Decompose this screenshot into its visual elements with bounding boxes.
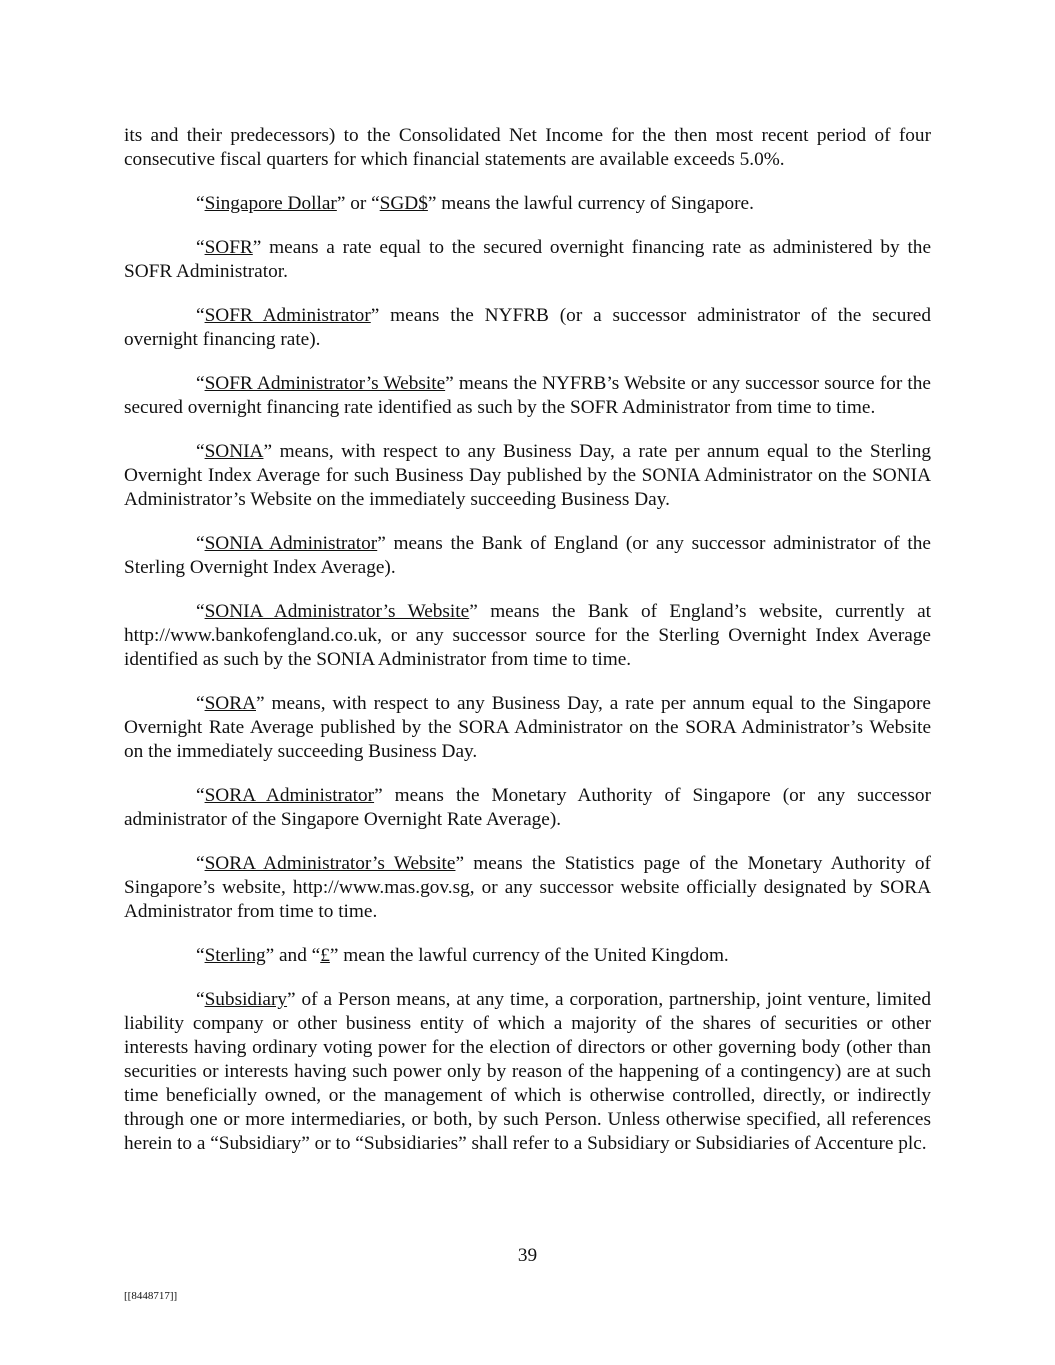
definition-paragraph: “Subsidiary” of a Person means, at any time, a corporation, partnership, joint venture, limited liability company or other business entity of which a majority of the shares of securities or other interests having ordinary voting power for the election of directors or other governing body (other than securities or interests having such power only by reason of the happening of a contingency) are at such time beneficially owned, or the management of which is otherwise controlled, directly, or indirectly through one or more intermediaries, or both, by such Person. Unless otherwise specified, all references herein to a “Subsidiary” or to “Subsidiaries” shall refer to a Subsidiary or Subsidiaries of Accenture plc. xyxy=(124,989,931,1154)
defined-term: Sterling xyxy=(204,945,266,966)
definition-paragraph: “Singapore Dollar” or “SGD$” means the lawful currency of Singapore. xyxy=(196,193,754,214)
definition-text: ” means a rate equal to the secured overnight financing rate as administered by the SOFR Administrator. xyxy=(124,237,931,282)
defined-term: Singapore Dollar xyxy=(204,193,337,214)
defined-term: SORA Administrator xyxy=(204,785,375,806)
definition-text: ” means the lawful currency of Singapore. xyxy=(427,193,754,214)
definition-paragraph: “SOFR” means a rate equal to the secured overnight financing rate as administered by the SOFR Administrator. xyxy=(124,237,931,282)
defined-term: £ xyxy=(320,945,330,966)
defined-term: SOFR Administrator’s Website xyxy=(204,373,446,394)
definition-paragraph: “SONIA Administrator” means the Bank of England (or any successor administrator of the Sterling Overnight Index Average). xyxy=(124,533,931,578)
defined-term: SOFR xyxy=(204,237,253,258)
document-id: [[8448717]] xyxy=(124,1290,178,1302)
defined-term: SONIA Administrator’s Website xyxy=(204,601,470,622)
definition-paragraph: “SONIA Administrator’s Website” means the Bank of England’s website, currently at http://www.bankofengland.co.uk, or any successor source for the Sterling Overnight Index Average identified as such by the SONIA Administrator from time to time. xyxy=(124,601,931,670)
defined-term: SORA Administrator’s Website xyxy=(204,853,456,874)
definition-text: ” means the Monetary Authority of Singapore (or any successor administrator of the Singapore Overnight Rate Average). xyxy=(124,785,931,830)
definition-text: ” means, with respect to any Business Day, a rate per annum equal to the Singapore Overnight Rate Average published by the SORA Administrator on the SORA Administrator’s Website on the immediately succeeding Business Day. xyxy=(124,693,931,762)
definition-paragraph: “SOFR Administrator’s Website” means the NYFRB’s Website or any successor source for the secured overnight financing rate identified as such by the SOFR Administrator from time to time. xyxy=(124,373,931,418)
definition-text: ” means the Bank of England (or any successor administrator of the Sterling Overnight Index Average). xyxy=(124,533,931,578)
definition-paragraph: “SORA Administrator’s Website” means the Statistics page of the Monetary Authority of Singapore’s website, http://www.mas.gov.sg, or any successor website officially designated by SORA Administrator from time to time. xyxy=(124,853,931,922)
definition-text: ” of a Person means, at any time, a corporation, partnership, joint venture, limited liability company or other business entity of which a majority of the shares of securities or other interests having ordinary voting power for the election of directors or other governing body (other than securities or interests having such power only by reason of the happening of a contingency) are at such time beneficially owned, or the management of which is otherwise controlled, directly, or indirectly through one or more intermediaries, or both, by such Person. Unless otherwise specified, all references herein to a “Subsidiary” or to “Subsidiaries” shall refer to a Subsidiary or Subsidiaries of Accenture plc. xyxy=(124,989,931,1154)
definition-paragraph: “SORA Administrator” means the Monetary Authority of Singapore (or any successor administrator of the Singapore Overnight Rate Average). xyxy=(124,785,931,830)
definitions-list xyxy=(124,192,931,1156)
defined-term: Subsidiary xyxy=(204,989,288,1010)
defined-term: SGD$ xyxy=(379,193,428,214)
defined-term: SOFR Administrator xyxy=(204,305,371,326)
defined-term: SONIA Administrator xyxy=(204,533,378,554)
page-number: 39 xyxy=(517,1245,538,1266)
term-connector: ” and “ xyxy=(265,945,321,966)
definition-paragraph: “Sterling” and “£” mean the lawful currency of the United Kingdom. xyxy=(196,945,729,966)
document-body xyxy=(124,124,931,1176)
definition-text: ” means the NYFRB’s Website or any successor source for the secured overnight financing rate identified as such by the SOFR Administrator from time to time. xyxy=(124,373,931,418)
definition-paragraph: “SOFR Administrator” means the NYFRB (or a successor administrator of the secured overnight financing rate). xyxy=(124,305,931,350)
continuation-paragraph: its and their predecessors) to the Consolidated Net Income for the then most recent period of four consecutive fiscal quarters for which financial statements are available exceeds 5.0%. xyxy=(124,125,931,170)
definition-text: ” means, with respect to any Business Day, a rate per annum equal to the Sterling Overnight Index Average for such Business Day published by the SONIA Administrator on the SONIA Administrator’s Website on the immediately succeeding Business Day. xyxy=(124,441,931,510)
definition-text: ” mean the lawful currency of the United Kingdom. xyxy=(329,945,729,966)
term-connector: ” or “ xyxy=(336,193,380,214)
definition-text: ” means the Bank of England’s website, currently at http://www.bankofengland.co.uk, or any successor source for the Sterling Overnight Index Average identified as such by the SONIA Administrator from time to time. xyxy=(124,601,931,670)
definition-paragraph: “SONIA” means, with respect to any Business Day, a rate per annum equal to the Sterling Overnight Index Average for such Business Day published by the SONIA Administrator on the SONIA Administrator’s Website on the immediately succeeding Business Day. xyxy=(124,441,931,510)
defined-term: SORA xyxy=(204,693,256,714)
defined-term: SONIA xyxy=(204,441,264,462)
definition-text: ” means the Statistics page of the Monetary Authority of Singapore’s website, http://www.mas.gov.sg, or any successor website officially designated by SORA Administrator from time to time. xyxy=(124,853,931,922)
definition-text: ” means the NYFRB (or a successor administrator of the secured overnight financing rate). xyxy=(124,305,931,350)
definition-paragraph: “SORA” means, with respect to any Business Day, a rate per annum equal to the Singapore Overnight Rate Average published by the SORA Administrator on the SORA Administrator’s Website on the immediately succeeding Business Day. xyxy=(124,693,931,762)
